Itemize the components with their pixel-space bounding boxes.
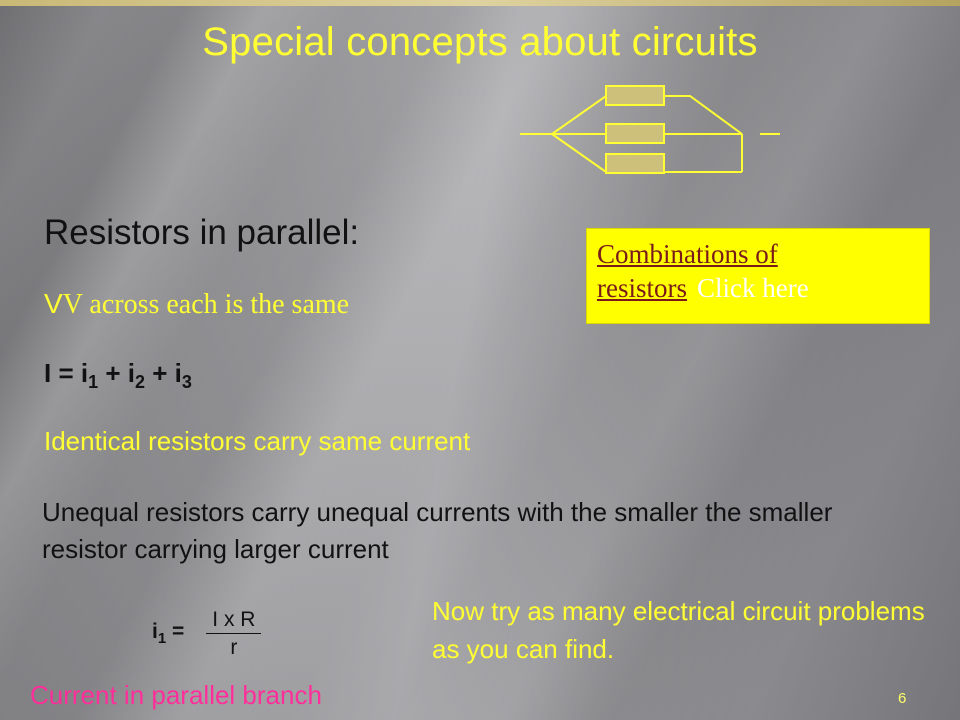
formula-fraction: [206, 608, 261, 660]
current-sum-mid-2: + i: [144, 358, 182, 388]
page-number: 6: [898, 690, 907, 707]
current-sum-sub-3: 3: [181, 372, 192, 393]
formula-lhs: [152, 620, 184, 647]
bullet-unequal-resistors: Unequal resistors carry unequal currents with the smaller the smaller resistor carrying larger current: [42, 497, 833, 564]
parallel-resistors-svg: [520, 84, 780, 184]
current-formula: [152, 608, 261, 660]
link-line-2-row: [597, 271, 919, 305]
bullet-identical-resistors: Identical resistors carry same current: [44, 426, 471, 456]
formula-lhs-sub: 1: [157, 630, 167, 648]
current-sum-sub-2: 2: [134, 372, 145, 393]
page-title: Special concepts about circuits: [202, 20, 758, 64]
combinations-link-box[interactable]: [586, 228, 930, 324]
formula-equals: =: [166, 620, 185, 644]
link-line-2: resistors: [597, 273, 687, 303]
click-here-label[interactable]: Click here: [697, 273, 809, 303]
section-heading: Resistors in parallel:: [44, 213, 360, 252]
current-sum-prefix: I = i: [44, 358, 89, 388]
bullet-current-sum: [44, 358, 192, 393]
caption-current-parallel-branch: Current in parallel branch: [30, 680, 322, 710]
v-symbol: V: [44, 288, 63, 319]
bullet-voltage-text: V across each is the same: [62, 289, 350, 320]
current-sum-mid-1: + i: [98, 358, 135, 388]
formula-denominator: r: [230, 636, 238, 659]
link-line-1: Combinations of: [597, 239, 778, 269]
current-sum-sub-1: 1: [88, 372, 99, 393]
formula-lhs-symbol: i: [152, 620, 158, 644]
top-border-decoration: [0, 0, 960, 6]
parallel-resistors-diagram: [520, 84, 780, 184]
bullet-try-problems: Now try as many electrical circuit problems as you can find.: [432, 596, 925, 664]
bullet-voltage-same: [44, 288, 349, 321]
formula-numerator: I x R: [206, 608, 261, 634]
